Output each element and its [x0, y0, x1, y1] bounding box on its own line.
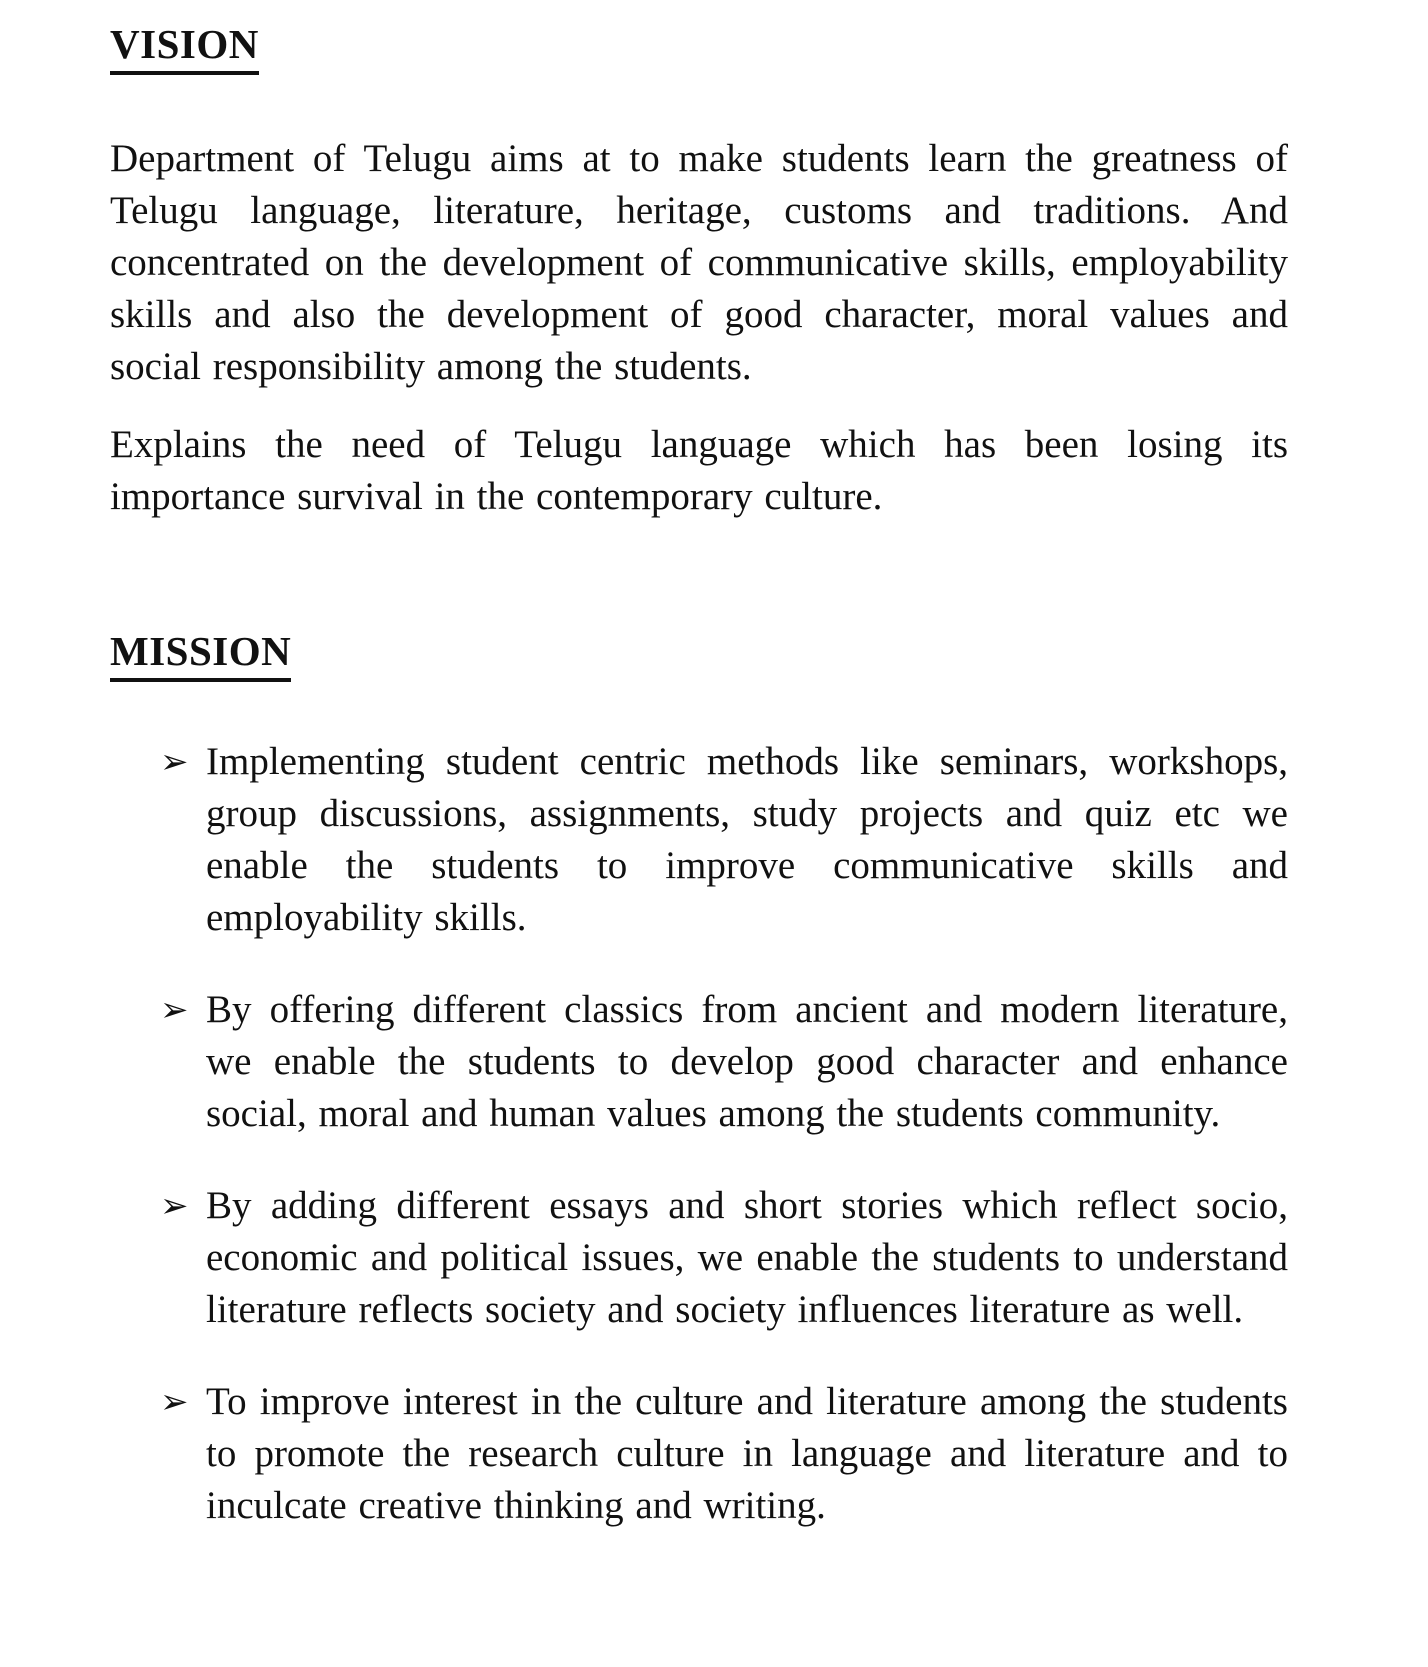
arrow-bullet-icon: ➢: [160, 1185, 189, 1226]
vision-paragraph-1: Department of Telugu aims at to make students learn the greatness of Telugu language, literature, heritage, customs and traditions. And concentrated on the development of communicative skills, employability skills and also the development of good character, moral values and social responsibility among the students.: [110, 136, 1288, 388]
mission-bullet-text-4: To improve interest in the culture and literature among the students to promote the research culture in language and literature and to inculcate creative thinking and writing.: [206, 1379, 1288, 1527]
mission-bullet-text-1: Implementing student centric methods like seminars, workshops, group discussions, assignments, study projects and quiz etc we enable the students to improve communicative skills and employability skills.: [206, 739, 1288, 939]
vision-heading-text: VISION: [110, 22, 259, 75]
vision-paragraph-2: Explains the need of Telugu language which has been losing its importance survival in the contemporary culture.: [110, 422, 1288, 518]
mission-bullet-list: [110, 736, 1288, 1532]
mission-bullet-item-1: [160, 736, 1288, 944]
mission-bullet-item-4: [160, 1376, 1288, 1532]
mission-bullet-item-3: [160, 1180, 1288, 1336]
mission-bullet-item-2: [160, 984, 1288, 1140]
mission-heading-text: MISSION: [110, 629, 291, 682]
arrow-bullet-icon: ➢: [160, 989, 189, 1030]
mission-bullet-text-3: By adding different essays and short stories which reflect socio, economic and political issues, we enable the students to understand literature reflects society and society influences literature as well.: [206, 1183, 1288, 1331]
arrow-bullet-icon: ➢: [160, 1381, 189, 1422]
mission-bullet-text-2: By offering different classics from ancient and modern literature, we enable the students to develop good character and enhance social, moral and human values among the students community.: [206, 987, 1288, 1135]
mission-heading: [110, 629, 1288, 682]
vision-heading: [110, 22, 1288, 75]
arrow-bullet-icon: ➢: [160, 741, 189, 782]
